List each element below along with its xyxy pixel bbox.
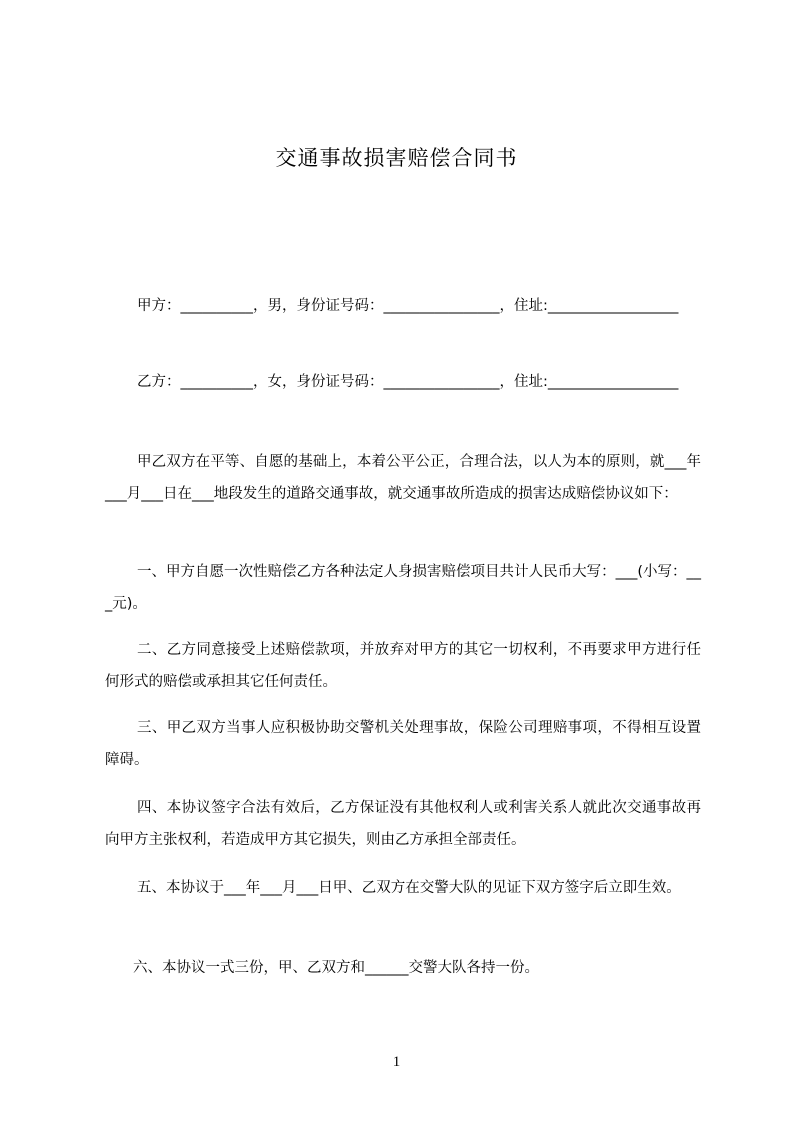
party-a-paragraph: 甲方：__________，男，身份证号码：________________，住址:__________________ [137, 298, 679, 314]
document-title: 交通事故损害赔偿合同书 [275, 146, 518, 170]
clause-4-paragraph: 四、本协议签字合法有效后，乙方保证没有其他权利人或利害关系人就此次交通事故再向甲方主张权利，若造成甲方其它损失，则由乙方承担全部责任。 [105, 800, 701, 848]
clause-1-paragraph: 一、甲方自愿一次性赔偿乙方各种法定人身损害赔偿项目共计人民币大写：___(小写：___元)。 [105, 564, 701, 612]
preamble-paragraph: 甲乙双方在平等、自愿的基础上，本着公平公正，合理合法，以人为本的原则，就___年___月___日在___地段发生的道路交通事故，就交通事故所造成的损害达成赔偿协议如下： [105, 454, 701, 502]
clause-3-paragraph: 三、甲乙双方当事人应积极协助交警机关处理事故，保险公司理赔事项，不得相互设置障碍。 [105, 720, 701, 768]
page-number: 1 [392, 1054, 401, 1070]
clause-2-paragraph: 二、乙方同意接受上述赔偿款项，并放弃对甲方的其它一切权利，不再要求甲方进行任何形式的赔偿或承担其它任何责任。 [105, 642, 701, 690]
clause-5-paragraph: 五、本协议于___年___月___日甲、乙双方在交警大队的见证下双方签字后立即生效。 [137, 880, 681, 896]
party-b-paragraph: 乙方：__________，女，身份证号码：________________，住址:__________________ [137, 374, 679, 390]
clause-6-paragraph: 六、本协议一式三份，甲、乙双方和______交警大队各持一份。 [133, 960, 539, 976]
